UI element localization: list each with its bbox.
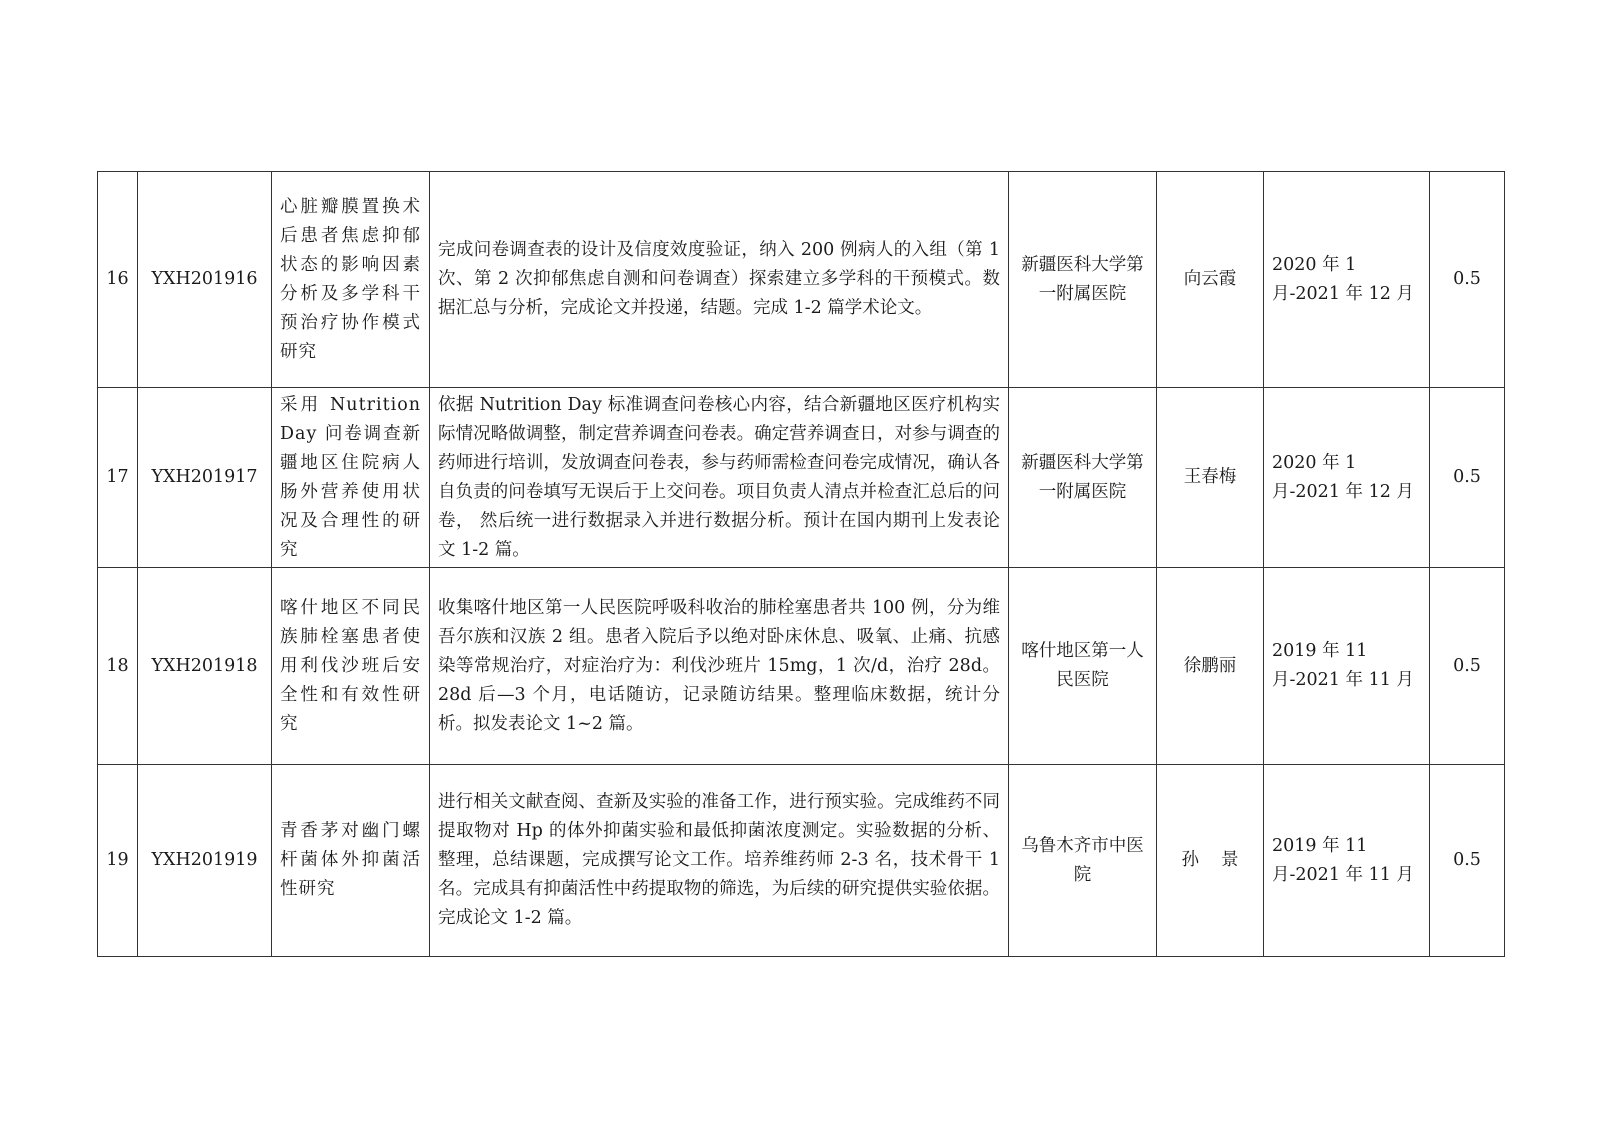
project-title: 心脏瓣膜置换术后患者焦虑抑郁状态的影响因素分析及多学科干预治疗协作模式研究 (272, 172, 430, 388)
row-number: 16 (98, 172, 138, 388)
project-period: 2020 年 1 月-2021 年 12 月 (1264, 388, 1430, 568)
project-leader: 向云霞 (1157, 172, 1264, 388)
row-number: 18 (98, 568, 138, 765)
project-fund: 0.5 (1430, 388, 1505, 568)
project-fund: 0.5 (1430, 568, 1505, 765)
project-code: YXH201918 (138, 568, 272, 765)
project-content: 收集喀什地区第一人民医院呼吸科收治的肺栓塞患者共 100 例，分为维吾尔族和汉族 2 组。患者入院后予以绝对卧床休息、吸氧、止痛、抗感染等常规治疗，对症治疗为：利伐沙班片 15mg，1 次/d，治疗 28d。28d 后—3 个月，电话随访，记录随访结果。整理临床数据，统计分析。拟发表论文 1~2 篇。 (430, 568, 1009, 765)
project-title: 青香茅对幽门螺杆菌体外抑菌活性研究 (272, 765, 430, 957)
project-code: YXH201916 (138, 172, 272, 388)
project-code: YXH201919 (138, 765, 272, 957)
table-row (98, 388, 1505, 568)
project-period: 2019 年 11 月-2021 年 11 月 (1264, 765, 1430, 957)
project-content: 依据 Nutrition Day 标准调查问卷核心内容，结合新疆地区医疗机构实际情况略做调整，制定营养调查问卷表。确定营养调查日，对参与调查的药师进行培训，发放调查问卷表，参与药师需检查问卷完成情况，确认各自负责的问卷填写无误后于上交问卷。项目负责人清点并检查汇总后的问卷， 然后统一进行数据录入并进行数据分析。预计在国内期刊上发表论文 1-2 篇。 (430, 388, 1009, 568)
project-leader: 徐鹏丽 (1157, 568, 1264, 765)
project-leader-name: 孙景 (1181, 850, 1261, 870)
project-unit: 新疆医科大学第一附属医院 (1009, 388, 1157, 568)
project-code: YXH201917 (138, 388, 272, 568)
table-row (98, 765, 1505, 957)
project-title: 喀什地区不同民族肺栓塞患者使用利伐沙班后安全性和有效性研究 (272, 568, 430, 765)
project-title: 采用 Nutrition Day 问卷调查新疆地区住院病人肠外营养使用状况及合理性的研究 (272, 388, 430, 568)
project-leader: 王春梅 (1157, 388, 1264, 568)
table-row (98, 568, 1505, 765)
project-table (97, 171, 1505, 957)
project-fund: 0.5 (1430, 765, 1505, 957)
project-period: 2020 年 1 月-2021 年 12 月 (1264, 172, 1430, 388)
project-unit: 喀什地区第一人民医院 (1009, 568, 1157, 765)
row-number: 19 (98, 765, 138, 957)
project-unit: 新疆医科大学第一附属医院 (1009, 172, 1157, 388)
project-fund: 0.5 (1430, 172, 1505, 388)
project-content: 完成问卷调查表的设计及信度效度验证，纳入 200 例病人的入组（第 1 次、第 2 次抑郁焦虑自测和问卷调查）探索建立多学科的干预模式。数据汇总与分析，完成论文并投递，结题。完成 1-2 篇学术论文。 (430, 172, 1009, 388)
project-period: 2019 年 11 月-2021 年 11 月 (1264, 568, 1430, 765)
project-unit: 乌鲁木齐市中医院 (1009, 765, 1157, 957)
row-number: 17 (98, 388, 138, 568)
project-content: 进行相关文献查阅、查新及实验的准备工作，进行预实验。完成维药不同提取物对 Hp 的体外抑菌实验和最低抑菌浓度测定。实验数据的分析、整理，总结课题，完成撰写论文工作。培养维药师 2-3 名，技术骨干 1 名。完成具有抑菌活性中药提取物的筛选，为后续的研究提供实验依据。完成论文 1-2 篇。 (430, 765, 1009, 957)
table-row (98, 172, 1505, 388)
project-leader (1157, 765, 1264, 957)
